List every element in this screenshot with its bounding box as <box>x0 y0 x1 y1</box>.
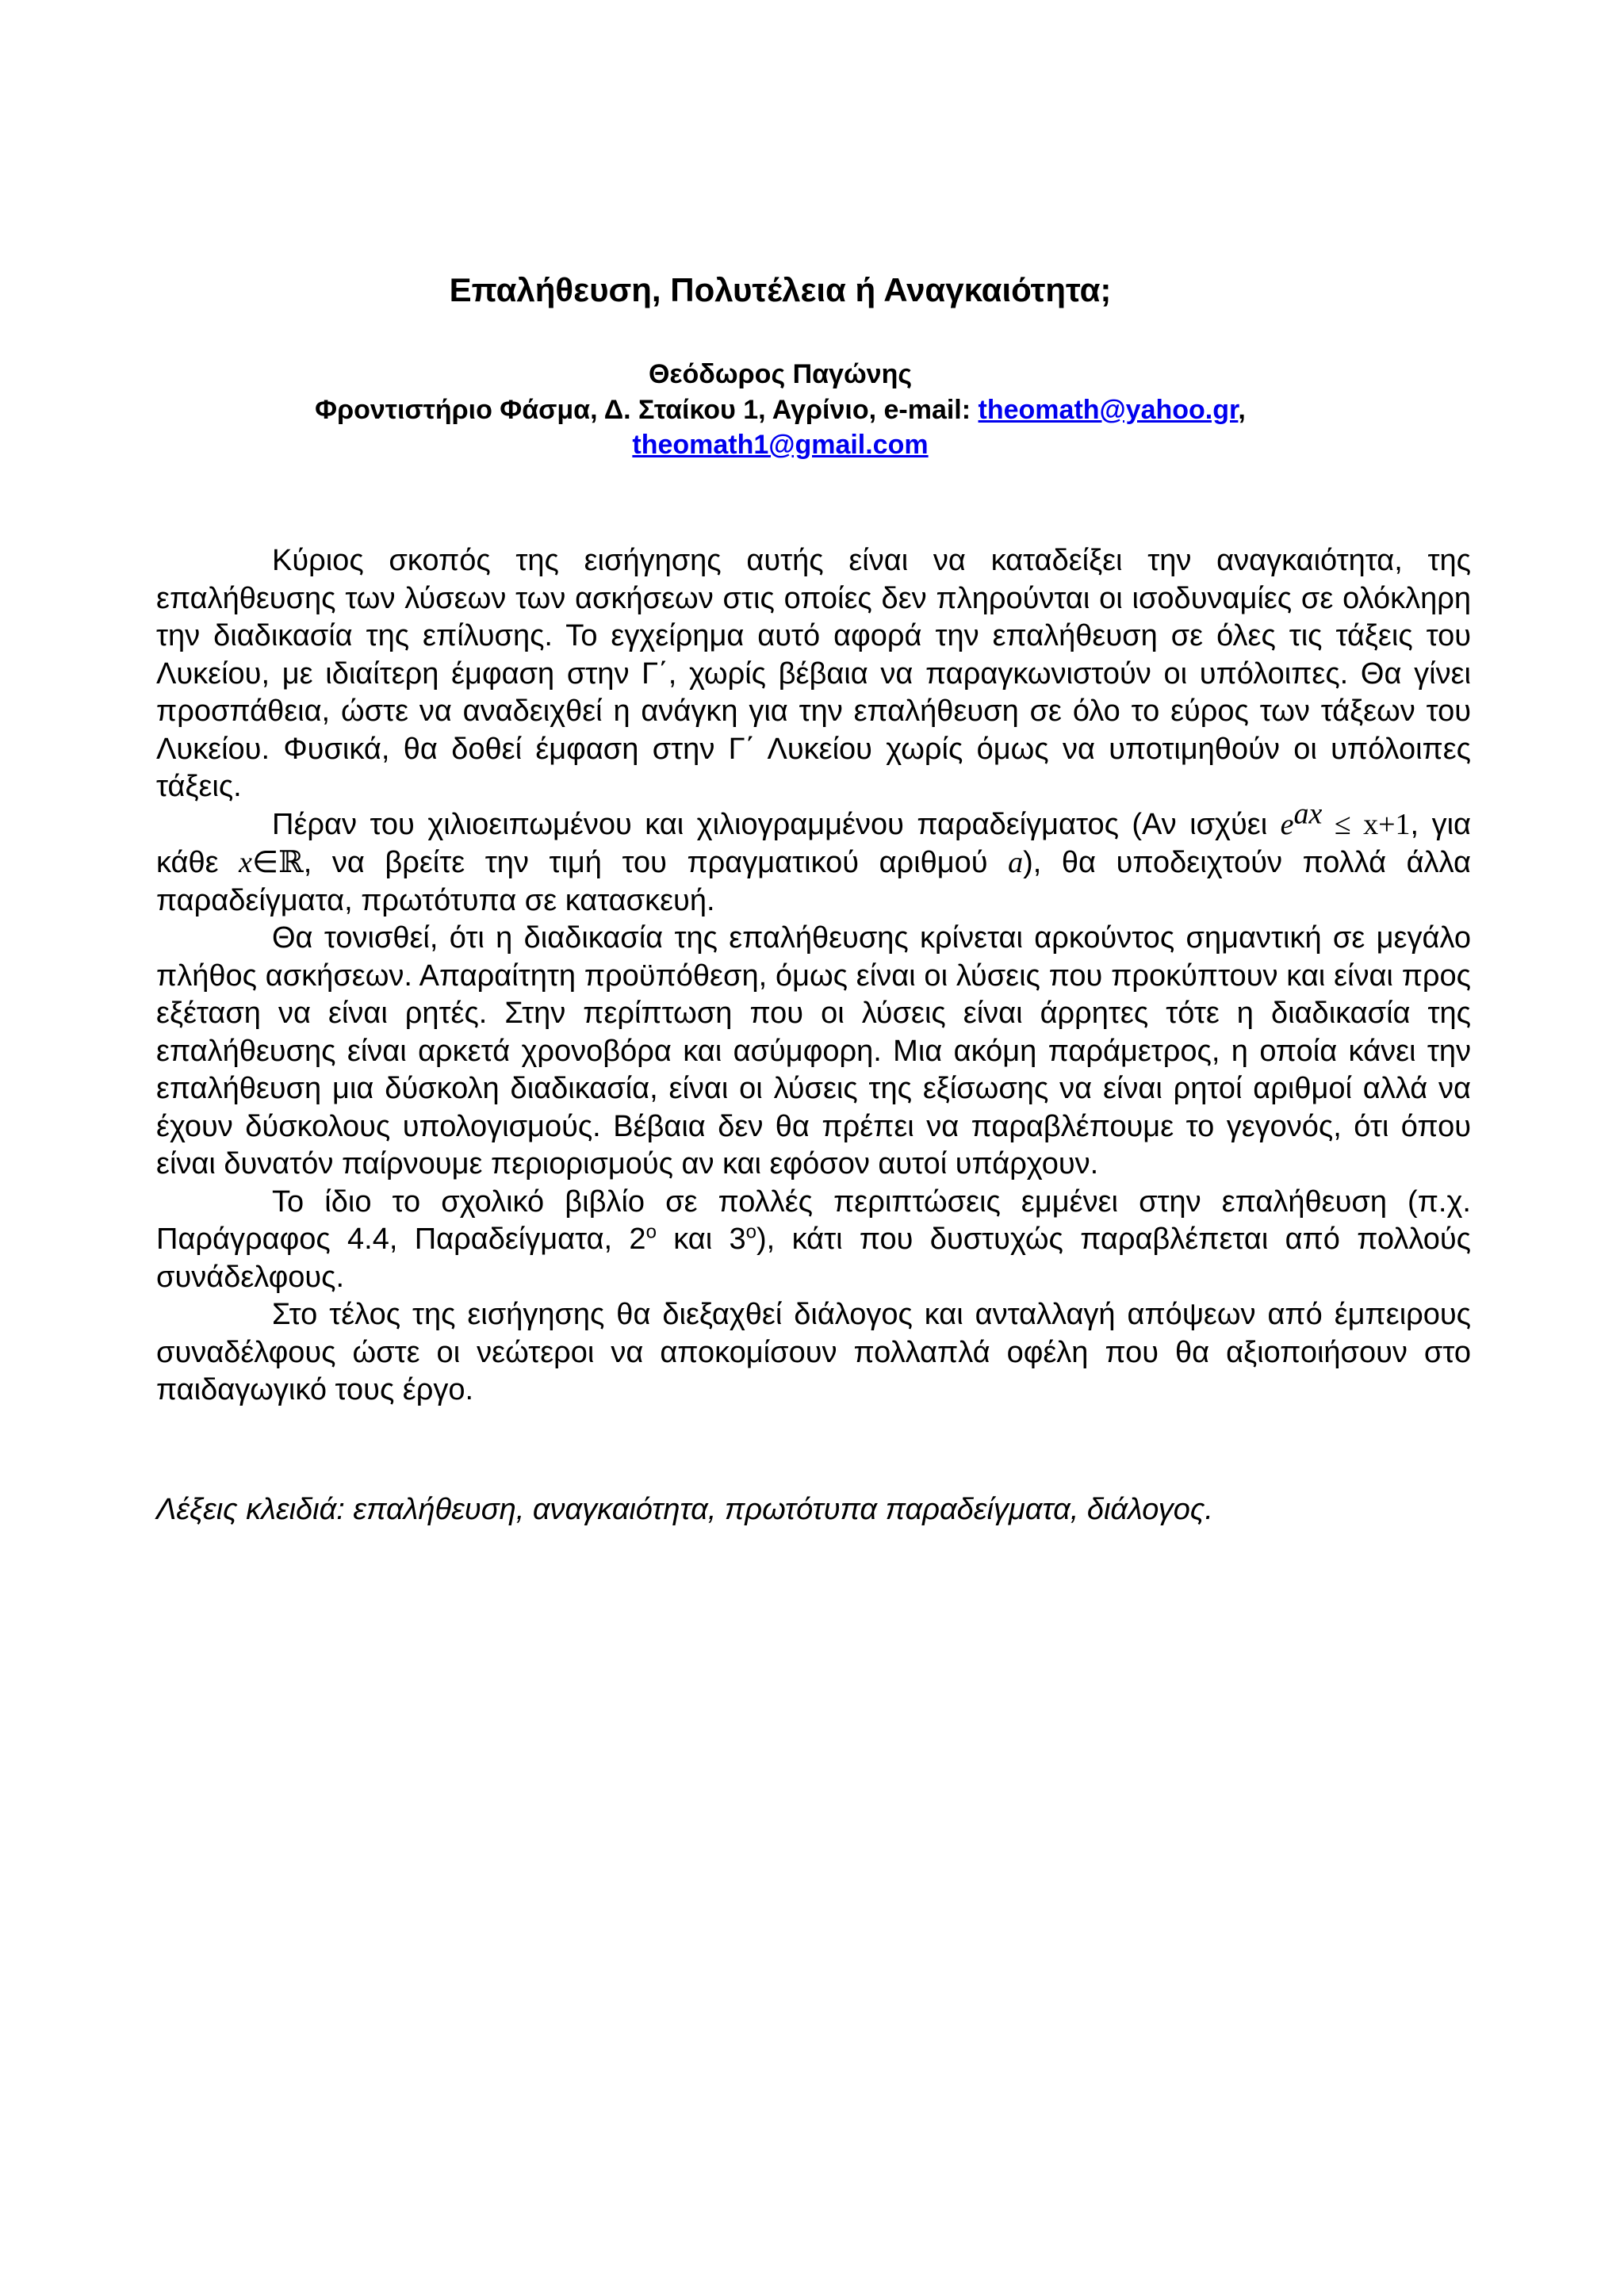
math-variable-x: x <box>239 846 253 879</box>
paragraph-4 <box>156 1184 1471 1297</box>
affiliation-text: Φροντιστήριο Φάσμα, Δ. Σταίκου 1, Αγρίνιο, e-mail: <box>315 395 979 425</box>
keywords: Λέξεις κλειδιά: επαλήθευση, αναγκαιότητα, πρωτότυπα παραδείγματα, διάλογος. <box>156 1493 1213 1526</box>
paragraph-1: Κύριος σκοπός της εισήγησης αυτής είναι να καταδείξει την αναγκαιότητα, της επαλήθευσης των λύσεων των ασκήσεων στις οποίες δεν πληρούνται οι ισοδυναμίες σε ολόκληρη την διαδικασία της επίλυσης. Το εγχείρημα αυτό αφορά την επαλήθευση σε όλες τις τάξεις του Λυκείου, με ιδιαίτερη έμφαση στην Γ΄, χωρίς βέβαια να παραγκωνιστούν οι υπόλοιπες. Θα γίνει προσπάθεια, ώστε να αναδειχθεί η ανάγκη για την επαλήθευση σε όλο το εύρος των τάξεων του Λυκείου. Φυσικά, θα δοθεί έμφαση στην Γ΄ Λυκείου χωρίς όμως να υποτιμηθούν οι υπόλοιπες τάξεις. <box>156 544 1471 803</box>
math-element-of: ∈ <box>252 846 279 879</box>
affiliation <box>0 393 1561 427</box>
paragraph-5: Στο τέλος της εισήγησης θα διεξαχθεί διάλογος και ανταλλαγή απόψεων από έμπειρους συναδέλφους ώστε οι νεώτεροι να αποκομίσουν πολλαπλά οφέλη που θα αξιοποιήσουν στο παιδαγωγικό τους έργο. <box>156 1298 1471 1406</box>
paragraph-4-part-3: ), κάτι που δυστυχώς παραβλέπεται από πολλούς συνάδελφους. <box>156 1223 1471 1294</box>
paragraph-2-part-4: ), θα υποδειχτούν πολλά άλλα παραδείγματα, πρωτότυπα σε κατασκευή. <box>156 846 1471 917</box>
superscript-ordinal-2: ο <box>745 1221 757 1243</box>
affiliation-second-line <box>0 428 1561 461</box>
paragraph-4-part-1: Το ίδιο το σχολικό βιβλίο σε πολλές περιπτώσεις εμμένει στην επαλήθευση (π.χ. Παράγραφος 4.4, Παραδείγματα, 2 <box>156 1184 1471 1256</box>
math-real-numbers: ℝ <box>278 844 304 879</box>
superscript-ordinal-1: ο <box>645 1221 657 1243</box>
paragraph-3: Θα τονισθεί, ότι η διαδικασία της επαλήθευσης κρίνεται αρκούντος σημαντική σε μεγάλο πλήθος ασκήσεων. Απαραίτητη προϋπόθεση, όμως είναι οι λύσεις που προκύπτουν και είναι προς εξέταση να είναι ρητές. Στην περίπτωση που οι λύσεις είναι άρρητες τότε η διαδικασία της επαλήθευσης είναι αρκετά χρονοβόρα και ασύμφορη. Μια ακόμη παράμετρος, η οποία κάνει την επαλήθευση μια δύσκολη διαδικασία, είναι οι λύσεις της εξίσωσης να είναι ρητοί αριθμοί αλλά να έχουν δύσκολους υπολογισμούς. Βέβαια δεν θα πρέπει να παραβλέπουμε το γεγονός, ότι όπου είναι δυνατόν παίρνουμε περιορισμούς αν και εφόσον αυτοί υπάρχουν. <box>156 921 1471 1181</box>
paragraph-2-part-1: Πέραν του χιλιοειπωμένου και χιλιογραμμένου παραδείγματος (Αν ισχύει <box>272 807 1281 841</box>
math-variable-a: a <box>1008 846 1024 879</box>
author-name: Θεόδωρος Παγώνης <box>648 359 913 389</box>
paragraph-2-part-3: , να βρείτε την τιμή του πραγματικού αριθμού <box>303 846 1009 879</box>
math-inequality-rest: ≤ x+1 <box>1322 807 1411 841</box>
math-exponent: ax <box>1293 796 1323 830</box>
email-link-yahoo[interactable]: theomath@yahoo.gr <box>978 395 1239 425</box>
abstract-body <box>156 542 1471 1410</box>
paragraph-2-part-2: , για κάθε <box>156 807 1471 879</box>
paper-title: Επαλήθευση, Πολυτέλεια ή Αναγκαιότητα; <box>449 271 1112 308</box>
paragraph-2 <box>156 796 1471 920</box>
math-inequality <box>1280 796 1411 841</box>
paragraph-4-part-2: και 3 <box>656 1223 746 1256</box>
math-base-e: e <box>1280 807 1294 841</box>
math-x-in-r <box>239 846 304 879</box>
email-link-gmail[interactable]: theomath1@gmail.com <box>632 430 929 460</box>
affiliation-separator: , <box>1238 395 1246 425</box>
